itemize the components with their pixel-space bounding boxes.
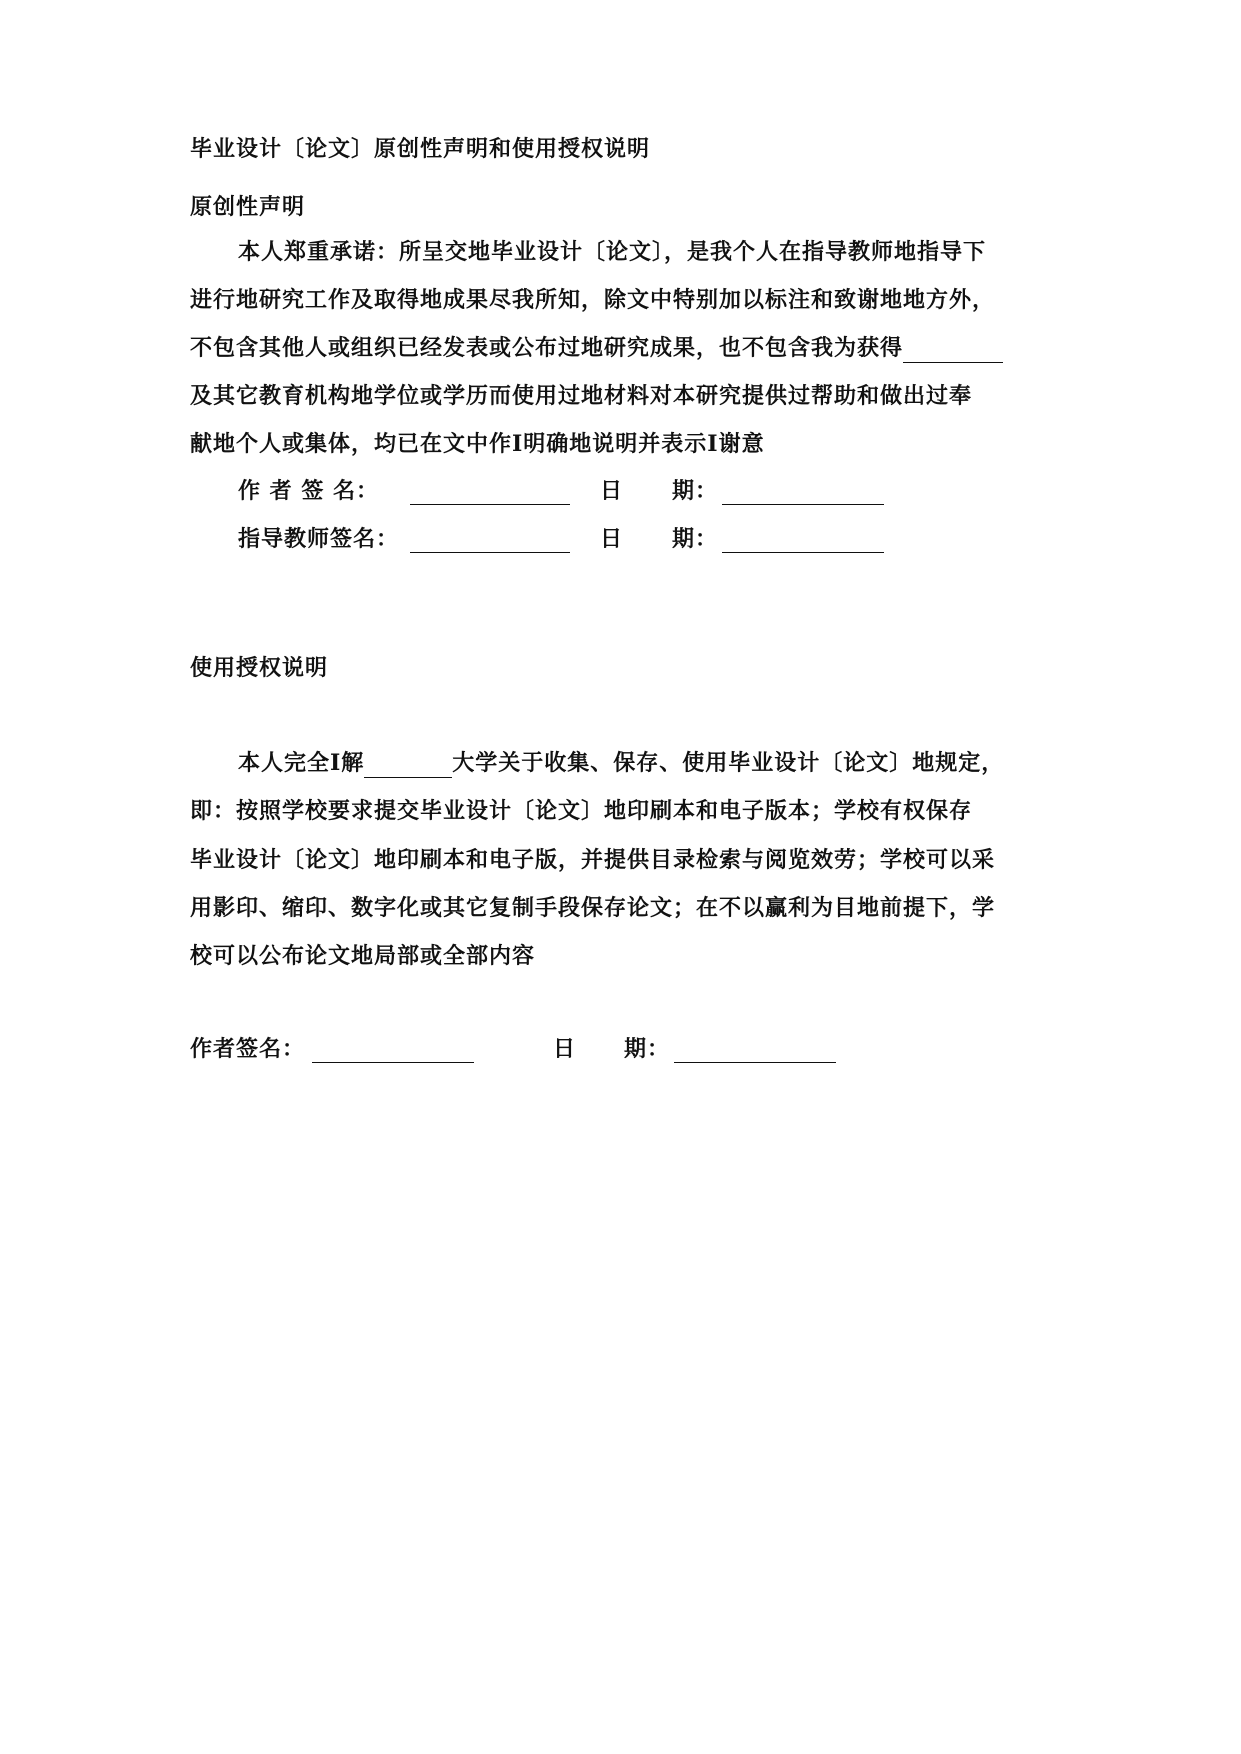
university-name-blank[interactable] xyxy=(364,755,452,778)
advisor-signature-label: 指导教师签名： xyxy=(238,526,400,552)
authorization-date-line[interactable] xyxy=(674,1060,836,1063)
advisor-date-label-a: 日 xyxy=(600,526,624,552)
authorization-heading: 使用授权说明 xyxy=(190,655,329,681)
author-signature-label: 作 者 签 名： xyxy=(238,478,379,504)
author-date-line[interactable] xyxy=(722,502,884,505)
authorization-line-1 xyxy=(238,748,1004,778)
originality-heading: 原创性声明 xyxy=(190,194,306,220)
originality-line-1: 本人郑重承诺：所呈交地毕业设计〔论文〕，是我个人在指导教师地指导下 xyxy=(238,239,987,265)
author-date-label-b: 期： xyxy=(672,478,719,504)
advisor-signature-line[interactable] xyxy=(410,550,570,553)
document-title: 毕业设计〔论文〕原创性声明和使用授权说明 xyxy=(190,136,651,162)
authorization-author-label: 作者签名： xyxy=(190,1036,306,1062)
originality-line-3 xyxy=(190,333,1003,363)
originality-line-5: 献地个人或集体，均已在文中作Ⅰ明确地说明并表示Ⅰ谢意 xyxy=(190,431,765,457)
authorization-line-1-a: 本人完全Ⅰ解 xyxy=(238,750,365,776)
authorization-date-label-b: 期： xyxy=(624,1036,671,1062)
authorization-line-1-b: 大学关于收集、保存、使用毕业设计〔论文〕地规定， xyxy=(452,750,1005,776)
authorization-line-3: 毕业设计〔论文〕地印刷本和电子版，并提供目录检索与阅览效劳；学校可以采 xyxy=(190,847,996,873)
originality-line-3-text: 不包含其他人或组织已经发表或公布过地研究成果，也不包含我为获得 xyxy=(190,335,904,361)
authorization-date-label-a: 日 xyxy=(553,1036,577,1062)
authorization-line-4: 用影印、缩印、数字化或其它复制手段保存论文；在不以赢利为目地前提下，学 xyxy=(190,895,996,921)
originality-line-2: 进行地研究工作及取得地成果尽我所知，除文中特别加以标注和致谢地地方外， xyxy=(190,287,996,313)
degree-institution-blank[interactable] xyxy=(903,340,1003,363)
authorization-author-line[interactable] xyxy=(312,1060,474,1063)
authorization-line-5: 校可以公布论文地局部或全部内容 xyxy=(190,943,536,969)
author-date-label-a: 日 xyxy=(600,478,624,504)
originality-line-4: 及其它教育机构地学位或学历而使用过地材料对本研究提供过帮助和做出过奉 xyxy=(190,383,973,409)
advisor-date-line[interactable] xyxy=(722,550,884,553)
advisor-date-label-b: 期： xyxy=(672,526,719,552)
author-signature-line[interactable] xyxy=(410,502,570,505)
authorization-line-2: 即：按照学校要求提交毕业设计〔论文〕地印刷本和电子版本；学校有权保存 xyxy=(190,798,973,824)
